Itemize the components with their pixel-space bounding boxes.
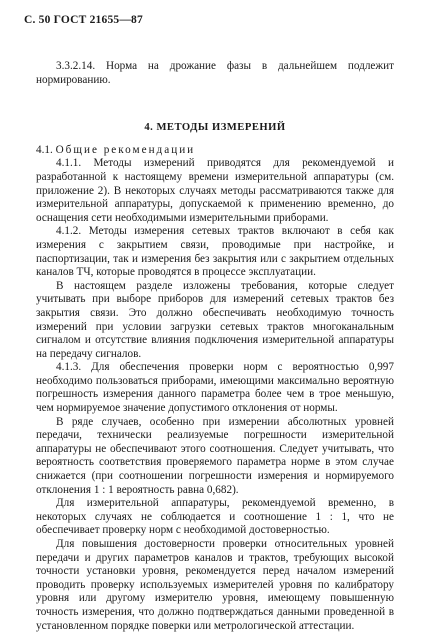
paragraph-4-1-3: 4.1.3. Для обеспечения проверки норм с вероятностью 0,997 необходимо пользоваться приборами, имеющими максимально вероятную погрешность измерения данного параметра более чем в трое меньшую, чем нормируемое значение допустимого отклонения от нормы. [36,361,394,415]
paragraph-4-1-2: 4.1.2. Методы измерения сетевых трактов включают в себя как измерения с закрытием связи, проводимые при настройке, и паспортизации, так и измерения без закрытия или с закрытием отдельных каналов ТЧ, которые проводятся в процессе эксплуатации. [36,225,394,279]
paragraph-absolute-levels: В ряде случаев, особенно при измерении абсолютных уровней передачи, технически реализуемые погрешности измерительной аппаратуры не обеспечивают этого соотношения. Следует учитывать, что вероятность соответствия проверяемого параметра норме в этом случае снижается (при соотношении погрешности измерения и нормируемого отклонения 1 : 1 вероятность равна 0,682). [36,415,394,496]
subsection-title: Общие рекомендации [55,143,196,156]
paragraph-requirements: В настоящем разделе изложены требования, которые следует учитывать при выборе приборов для измерений сетевых трактов без закрытия связи. Это должно обеспечивать необходимую точность измерений при условии загрузки сетевых трактов многоканальным сигналом и отсутствие влияния подключения измерительной аппаратуры на передачу сигналов. [36,279,394,360]
page-header: С. 50 ГОСТ 21655—87 [24,14,143,26]
subsection-number: 4.1. [36,143,53,156]
intro-paragraph: 3.3.2.14. Норма на дрожание фазы в дальнейшем подлежит нормированию. [36,60,394,86]
section-title: 4. МЕТОДЫ ИЗМЕРЕНИЙ [144,122,286,134]
document-body [36,60,394,633]
paragraph-4-1-1: 4.1.1. Методы измерений приводятся для рекомендуемой и разработанной к настоящему времени измерительной аппаратуры (см. приложение 2). В некоторых случаях методы рассматриваются также для измерительной аппаратуры, допускаемой к применению временно, до оснащения сети необходимыми измерительными приборами. [36,157,394,224]
paragraph-reliability: Для повышения достоверности проверки относительных уровней передачи и других параметров каналов и трактов, требующих высокой точности установки уровня, рекомендуется перед началом измерений проводить проверку используемых измерителей уровня по калибратору уровня или другому измерителю уровня, имеющему повышенную точность измерения, что должно подтверждаться данными проведенной в установленном порядке поверки или метрологической аттестации. [36,538,394,632]
subsection-heading [36,144,394,158]
paragraph-temporary-equipment: Для измерительной аппаратуры, рекомендуемой временно, в некоторых случаях не соблюдается и соотношение 1 : 1, что не обеспечивает проверку норм с необходимой достоверностью. [36,497,394,537]
